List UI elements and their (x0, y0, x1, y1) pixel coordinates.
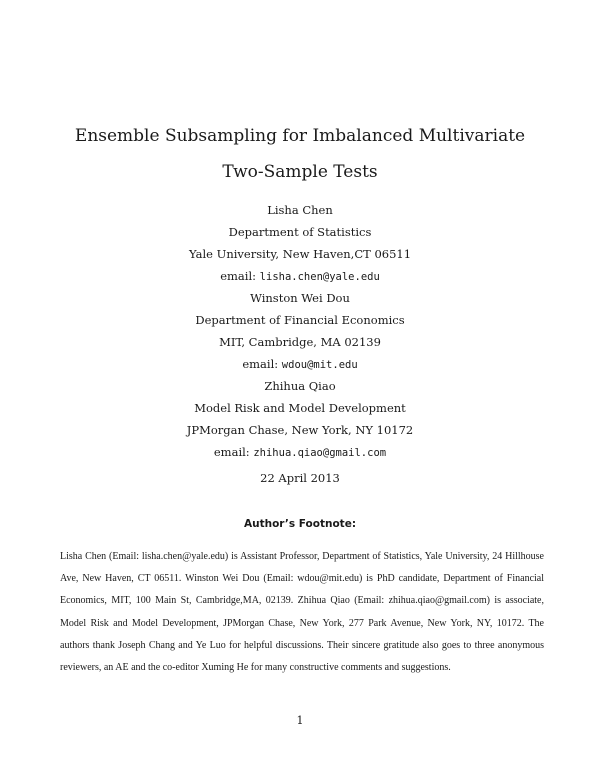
author-name: Lisha Chen (267, 203, 333, 217)
author-email-line (0, 268, 600, 285)
footnote-text: Lisha Chen (Email: lisha.chen@yale.edu) is Assistant Professor, Department of Statistics, Yale University, 24 Hillhouse Ave, New Haven, CT 06511. Winston Wei Dou (Email: wdou@mit.edu) is PhD candidate, Department of Financial Economics, MIT, 100 Main St, Cambridge,MA, 02139. Zhihua Qiao (Email: zhihua.qiao@gmail.com) is associate, Model Risk and Model Development, JPMorgan Chase, New York, 277 Park Avenue, New York, NY, 10172. The authors thank Joseph Chang and Ye Luo for helpful discussions. Their sincere gratitude also goes to three anonymous reviewers, an AE and the co-editor Xuming He for many constructive comments and suggestions. (60, 551, 544, 674)
author-address: JPMorgan Chase, New York, NY 10172 (186, 423, 414, 437)
author-email-line (0, 356, 600, 373)
author-name: Winston Wei Dou (250, 291, 350, 305)
author-department: Department of Financial Economics (195, 313, 405, 327)
author-address: Yale University, New Haven,CT 06511 (188, 247, 412, 261)
author-email[interactable]: lisha.chen@yale.edu (259, 271, 380, 283)
author-name: Zhihua Qiao (264, 379, 336, 393)
page-number: 1 (296, 714, 304, 727)
author-department: Department of Statistics (228, 225, 372, 239)
author-address: MIT, Cambridge, MA 02139 (219, 335, 381, 349)
paper-title: Ensemble Subsampling for Imbalanced Multivariate Two-Sample Tests (74, 126, 526, 182)
footnote-heading: Author’s Footnote: (243, 518, 357, 530)
email-label: email: (242, 357, 279, 371)
paper-date: 22 April 2013 (260, 471, 340, 485)
author-email-line (0, 444, 600, 461)
email-label: email: (213, 445, 250, 459)
email-label: email: (220, 269, 257, 283)
author-email[interactable]: zhihua.qiao@gmail.com (253, 447, 387, 459)
author-department: Model Risk and Model Development (194, 401, 406, 415)
author-email[interactable]: wdou@mit.edu (281, 359, 358, 371)
